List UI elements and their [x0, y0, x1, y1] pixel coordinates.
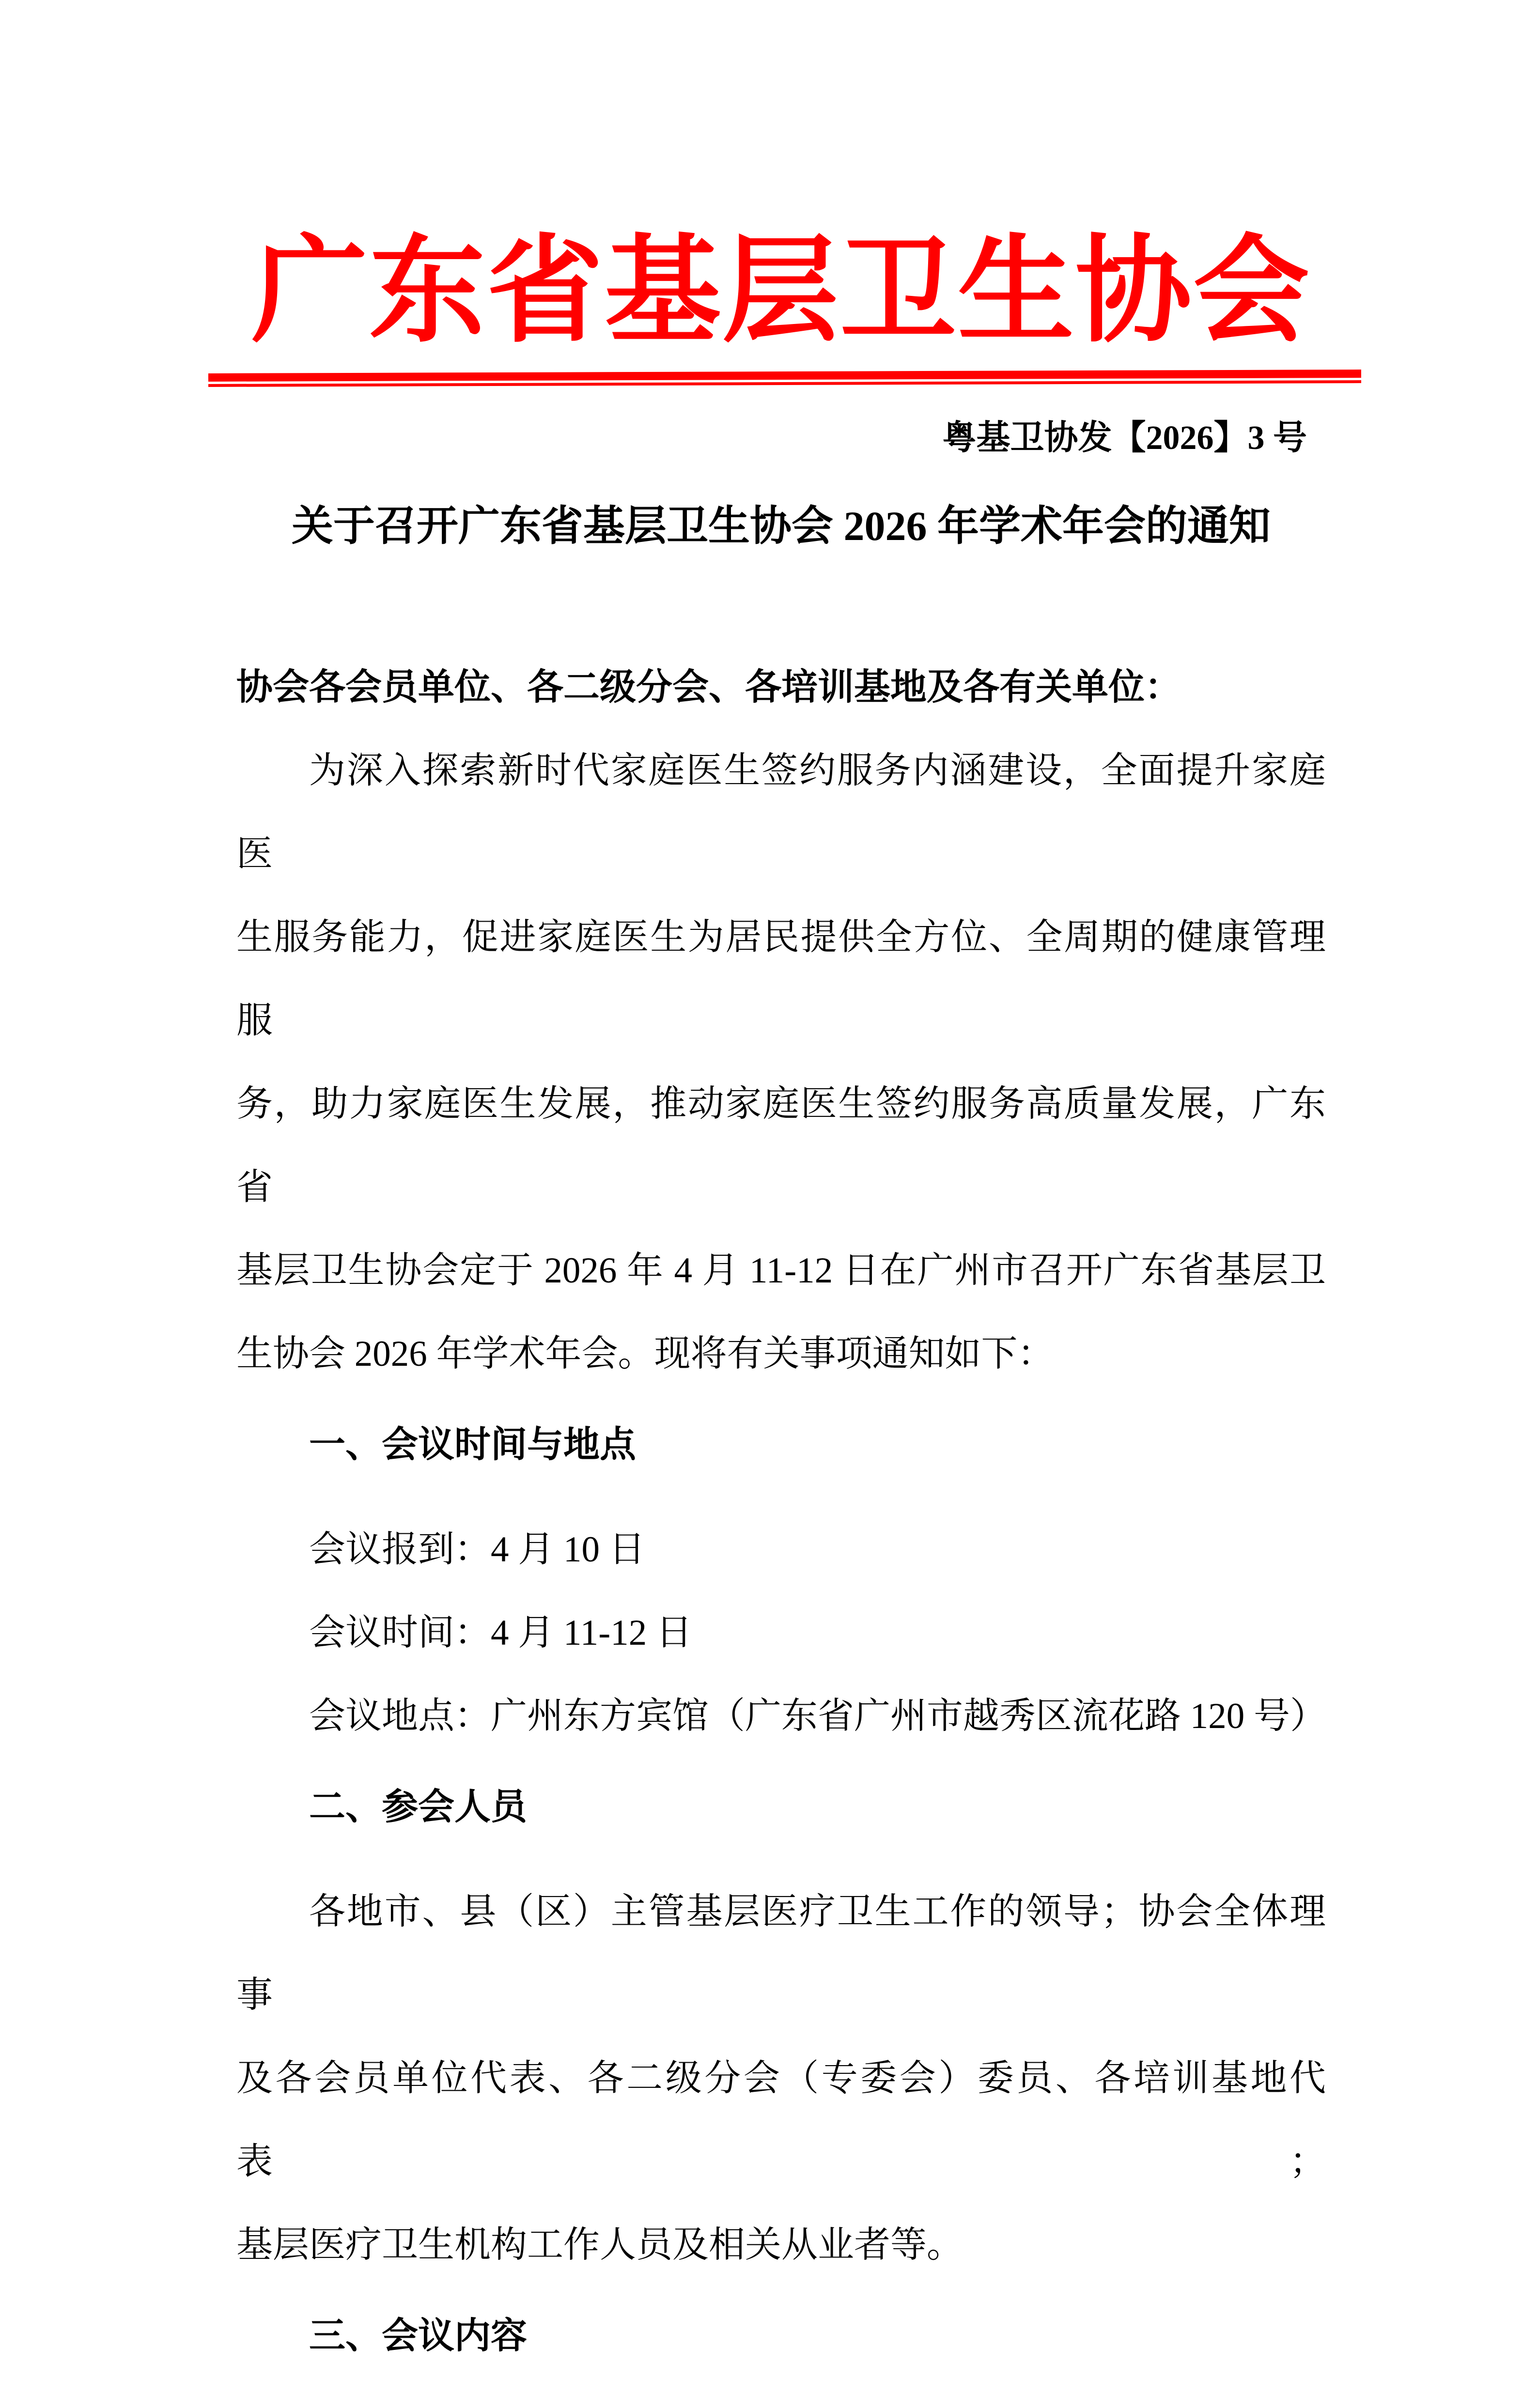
body-line: 会议地点：广州东方宾馆（广东省广州市越秀区流花路 120 号）	[309, 1696, 1327, 1736]
section-heading-1: 一、会议时间与地点	[309, 1425, 637, 1465]
red-separator	[208, 370, 1361, 387]
document-content	[0, 227, 1538, 2378]
body-line: 务，助力家庭医生发展，推动家庭医生签约服务高质量发展，广东省	[236, 1084, 1326, 1207]
body-line: 基层卫生协会定于 2026 年 4 月 11-12 日在广州市召开广东省基层卫	[236, 1250, 1326, 1291]
notice-title: 关于召开广东省基层卫生协会 2026 年学术年会的通知	[292, 503, 1271, 549]
org-title: 广东省基层卫生协会	[251, 227, 1311, 356]
body-line: 生服务能力，促进家庭医生为居民提供全方位、全周期的健康管理服	[236, 917, 1326, 1041]
body-line: 为深入探索新时代家庭医生签约服务内涵建设，全面提升家庭医	[236, 751, 1326, 874]
section-1-lines	[236, 1508, 1326, 1758]
paragraph-attendees	[236, 1870, 1326, 2287]
salutation: 协会各会员单位、各二级分会、各培训基地及各有关单位：	[236, 667, 1181, 708]
body-line: 各地市、县（区）主管基层医疗卫生工作的领导；协会全体理事	[236, 1892, 1326, 2015]
body-line: 及各会员单位代表、各二级分会（专委会）委员、各培训基地代表；	[236, 2058, 1326, 2182]
section-heading-2: 二、参会人员	[309, 1787, 528, 1827]
body-line: 会议时间：4 月 11-12 日	[309, 1613, 692, 1653]
red-separator-thick-line	[208, 370, 1361, 382]
paragraph-intro	[236, 729, 1326, 1396]
body-line: 会议报到：4 月 10 日	[309, 1529, 645, 1570]
body-line: 生协会 2026 年学术年会。现将有关事项通知如下：	[236, 1334, 1054, 1374]
section-heading-3: 三、会议内容	[309, 2316, 528, 2356]
red-separator-thin-line	[208, 380, 1361, 387]
document-page	[0, 227, 1538, 2408]
body-line: 基层医疗卫生机构工作人员及相关从业者等。	[236, 2225, 963, 2265]
doc-number: 粤基卫协发【2026】3 号	[942, 419, 1307, 457]
